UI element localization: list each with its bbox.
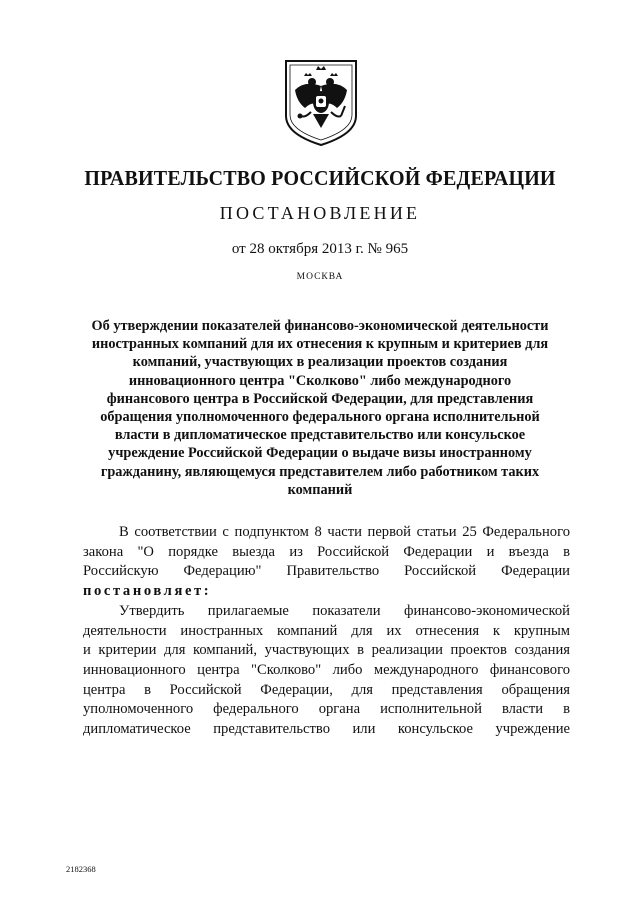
subject-line: учреждение Российской Федерации о выдаче визы иностранному bbox=[108, 445, 532, 462]
government-title: ПРАВИТЕЛЬСТВО РОССИЙСКОЙ ФЕДЕРАЦИИ bbox=[84, 166, 556, 190]
subject-line: Об утверждении показателей финансово-экономической деятельности bbox=[91, 318, 549, 334]
body-line: инновационного центра "Сколково" либо международного финансового bbox=[83, 661, 570, 678]
coat-of-arms-icon bbox=[283, 58, 359, 148]
body-line: уполномоченного федерального органа исполнительной власти в bbox=[83, 701, 570, 718]
document-date-number: от 28 октября 2013 г. № 965 bbox=[231, 241, 409, 257]
subject-line: компаний, участвующих в реализации проектов создания bbox=[132, 354, 508, 371]
decree-word-text: постановляет: bbox=[83, 583, 212, 600]
document-subject bbox=[70, 317, 570, 499]
document-body bbox=[83, 523, 570, 740]
body-line: и критерии для компаний, участвующих в реализации проектов создания bbox=[83, 642, 570, 659]
body-line: В соответствии с подпунктом 8 части первой статьи 25 Федерального bbox=[119, 524, 570, 540]
subject-line: финансового центра в Российской Федерации, для представления bbox=[106, 390, 534, 407]
subject-line: инновационного центра "Сколково" либо международного bbox=[128, 372, 512, 389]
body-line: деятельности иностранных компаний для их отнесения к крупным bbox=[83, 622, 570, 639]
subject-line: иностранных компаний для их отнесения к крупным и критериев для bbox=[91, 336, 549, 353]
document-city: МОСКВА bbox=[296, 272, 344, 282]
body-line: закона "О порядке выезда из Российской Федерации и въезда в bbox=[83, 543, 570, 560]
subject-line: обращения уполномоченного федерального органа исполнительной bbox=[100, 409, 540, 426]
document-type: ПОСТАНОВЛЕНИЕ bbox=[219, 203, 421, 223]
decree-word bbox=[83, 582, 570, 602]
subject-line: компаний bbox=[287, 481, 353, 498]
document-code: 2182368 bbox=[66, 864, 96, 874]
subject-line: власти в дипломатическое представительство или консульское bbox=[114, 427, 526, 444]
subject-line: гражданину, являющемуся представителем либо работником таких bbox=[100, 463, 540, 480]
body-line: дипломатическое представительство или консульское учреждение bbox=[83, 721, 570, 738]
body-line: центра в Российской Федерации, для представления обращения bbox=[83, 681, 570, 698]
body-line: Российскую Федерацию" Правительство Российской Федерации bbox=[83, 563, 570, 580]
body-line: Утвердить прилагаемые показатели финансово-экономической bbox=[119, 602, 570, 619]
